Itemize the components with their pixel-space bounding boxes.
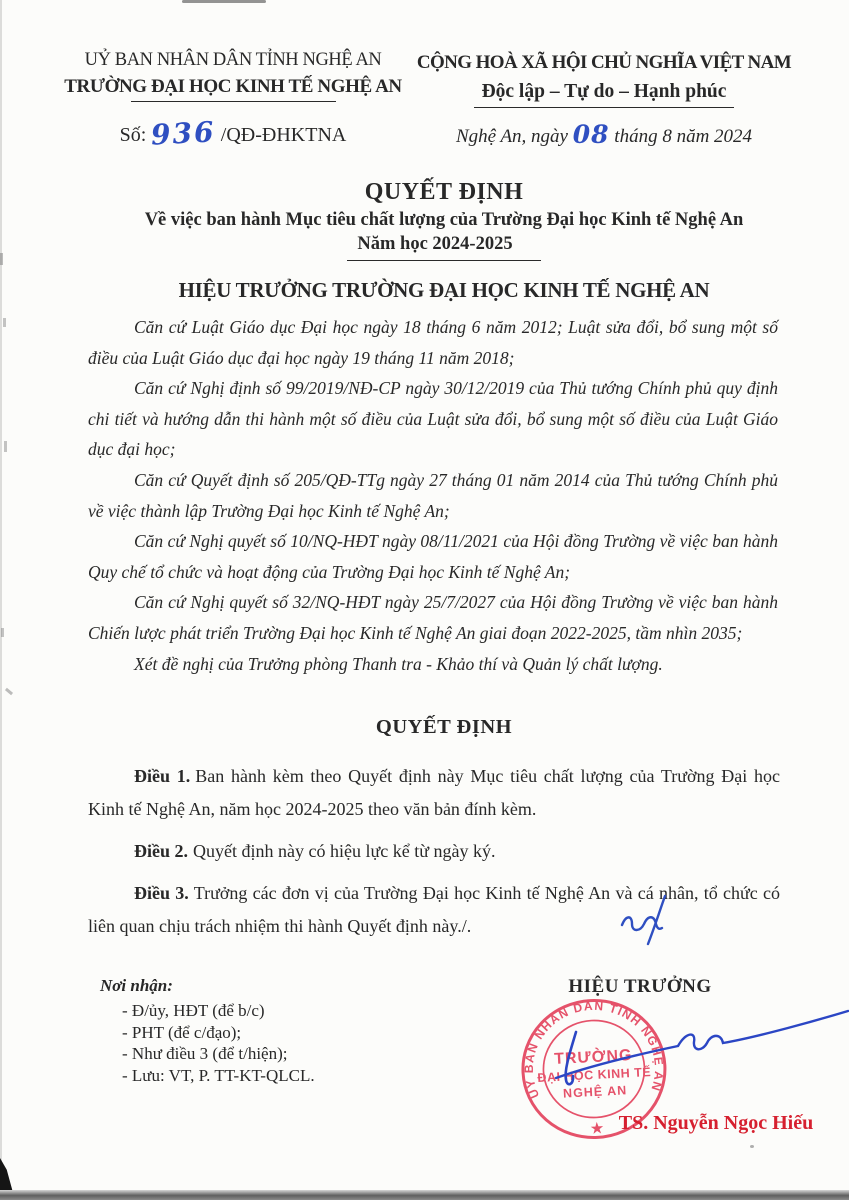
decision-heading: QUYẾT ĐỊNH [375,716,513,738]
scan-artifact-left-1 [0,253,3,265]
stamp-center-line3: NGHỆ AN [562,1083,628,1101]
org-name-underline [131,101,336,102]
date-suffix: tháng 8 năm 2024 [614,126,753,147]
scan-speck [750,1145,754,1148]
scan-page-edge [0,1190,849,1200]
preamble-section [88,312,778,679]
preamble-paragraph: Xét đề nghị của Trưởng phòng Thanh tra - Khảo thí và Quản lý chất lượng. [134,653,663,674]
article-label: Điều 1. [134,766,191,786]
recipients-list [100,1000,315,1086]
handwritten-signature [540,1000,849,1100]
recipient-item: - Lưu: VT, P. TT-KT-QLCL. [122,1065,315,1085]
issuing-org-block [58,50,408,152]
date-line [404,119,804,148]
preamble-paragraph: Căn cứ Nghị quyết số 32/NQ-HĐT ngày 25/7/2027 của Hội đồng Trường về việc ban hành Chiến lược phát triển Trường Đại học Kinh tế Nghệ An giai đoạn 2022-2025, tầm nhìn 2035; [88,592,778,643]
issuer-heading: HIỆU TRƯỞNG TRƯỜNG ĐẠI HỌC KINH TẾ NGHỆ AN [178,278,710,302]
national-motto-block [404,52,804,148]
org-parent-name: UỶ BAN NHÂN DÂN TỈNH NGHỆ AN [84,50,382,70]
article-text: Ban hành kèm theo Quyết định này Mục tiêu chất lượng của Trường Đại học Kinh tế Nghệ An, năm học 2024-2025 theo văn bản đính kèm. [88,766,781,819]
article-paragraph [88,877,780,943]
document-subtitle: Về việc ban hành Mục tiêu chất lượng của Trường Đại học Kinh tế Nghệ An [144,210,744,230]
document-number-prefix: Số: [119,124,147,146]
date-prefix: Nghệ An, ngày [455,126,568,147]
preamble-paragraph: Căn cứ Nghị quyết số 10/NQ-HĐT ngày 08/11/2021 của Hội đồng Trường về việc ban hành Quy chế tổ chức và hoạt động của Trường Đại học Kinh tế Nghệ An; [88,531,778,582]
scan-artifact-left-3 [4,441,7,452]
document-number-line [58,115,408,152]
preamble-paragraph: Căn cứ Nghị định số 99/2019/NĐ-CP ngày 30/12/2019 của Thủ tướng Chính phủ quy định chi tiết và hướng dẫn thi hành một số điều của Luật sửa đổi, bổ sung một số điều của Luật Giáo dục đại học; [88,378,778,460]
document-number-suffix: /QĐ-ĐHKTNA [220,124,347,146]
article-text: Quyết định này có hiệu lực kể từ ngày ký. [193,841,496,861]
school-year: Năm học 2024-2025 [347,234,540,261]
recipients-heading: Nơi nhận: [100,976,173,995]
document-title: QUYẾT ĐỊNH [364,179,524,205]
articles-section [88,760,780,952]
date-day-handwritten: 08 [572,120,610,149]
scan-artifact-left-4 [1,628,4,637]
preamble-paragraph: Căn cứ Quyết định số 205/QĐ-TTg ngày 27 tháng 01 năm 2014 của Thủ tướng Chính phủ về việc thành lập Trường Đại học Kinh tế Nghệ An; [88,469,778,521]
recipient-item: - Như điều 3 (để t/hiện); [122,1044,288,1063]
national-title: CỘNG HOÀ XÃ HỘI CHỦ NGHĨA VIỆT NAM [416,52,792,73]
title-block [49,179,839,303]
scan-edge-line [0,0,2,1200]
national-motto: Độc lập – Tự do – Hạnh phúc [474,81,735,108]
recipients-block [100,976,315,1086]
scan-artifact-left-2 [3,318,6,327]
stamp-center-line1: TRƯỜNG [553,1046,633,1069]
article-label: Điều 2. [134,841,188,861]
pen-flourish-mark [615,888,671,950]
document-number-handwritten: 936 [150,115,217,152]
recipient-item: - Đ/ủy, HĐT (để b/c) [122,1001,265,1020]
stamp-star-icon: ★ [590,1119,604,1137]
preamble-paragraph: Căn cứ Luật Giáo dục Đại học ngày 18 tháng 6 năm 2012; Luật sửa đổi, bổ sung một số điều của Luật Giáo dục đại học ngày 19 tháng 11 năm 2018; [88,317,778,368]
signer-name: TS. Nguyễn Ngọc Hiếu [618,1112,814,1134]
article-paragraph [88,760,780,826]
article-label: Điều 3. [134,883,189,903]
scan-artifact-left-5 [5,688,13,695]
recipient-item: - PHT (để c/đạo); [122,1022,242,1042]
article-text: Trưởng các đơn vị của Trường Đại học Kinh tế Nghệ An và cá nhân, tổ chức có liên quan chịu trách nhiệm thi hành Quyết định này./. [88,883,781,936]
stamp-ring-text: UỶ BAN NHÂN DÂN TỈNH NGHỆ AN [521,998,667,1101]
stamp-center-line2: ĐẠI HỌC KINH TẾ [537,1065,652,1085]
signer-role: HIỆU TRƯỞNG [568,976,712,997]
scan-artifact-top [182,0,266,3]
org-name: TRƯỜNG ĐẠI HỌC KINH TẾ NGHỆ AN [64,76,402,97]
article-paragraph [88,835,780,868]
